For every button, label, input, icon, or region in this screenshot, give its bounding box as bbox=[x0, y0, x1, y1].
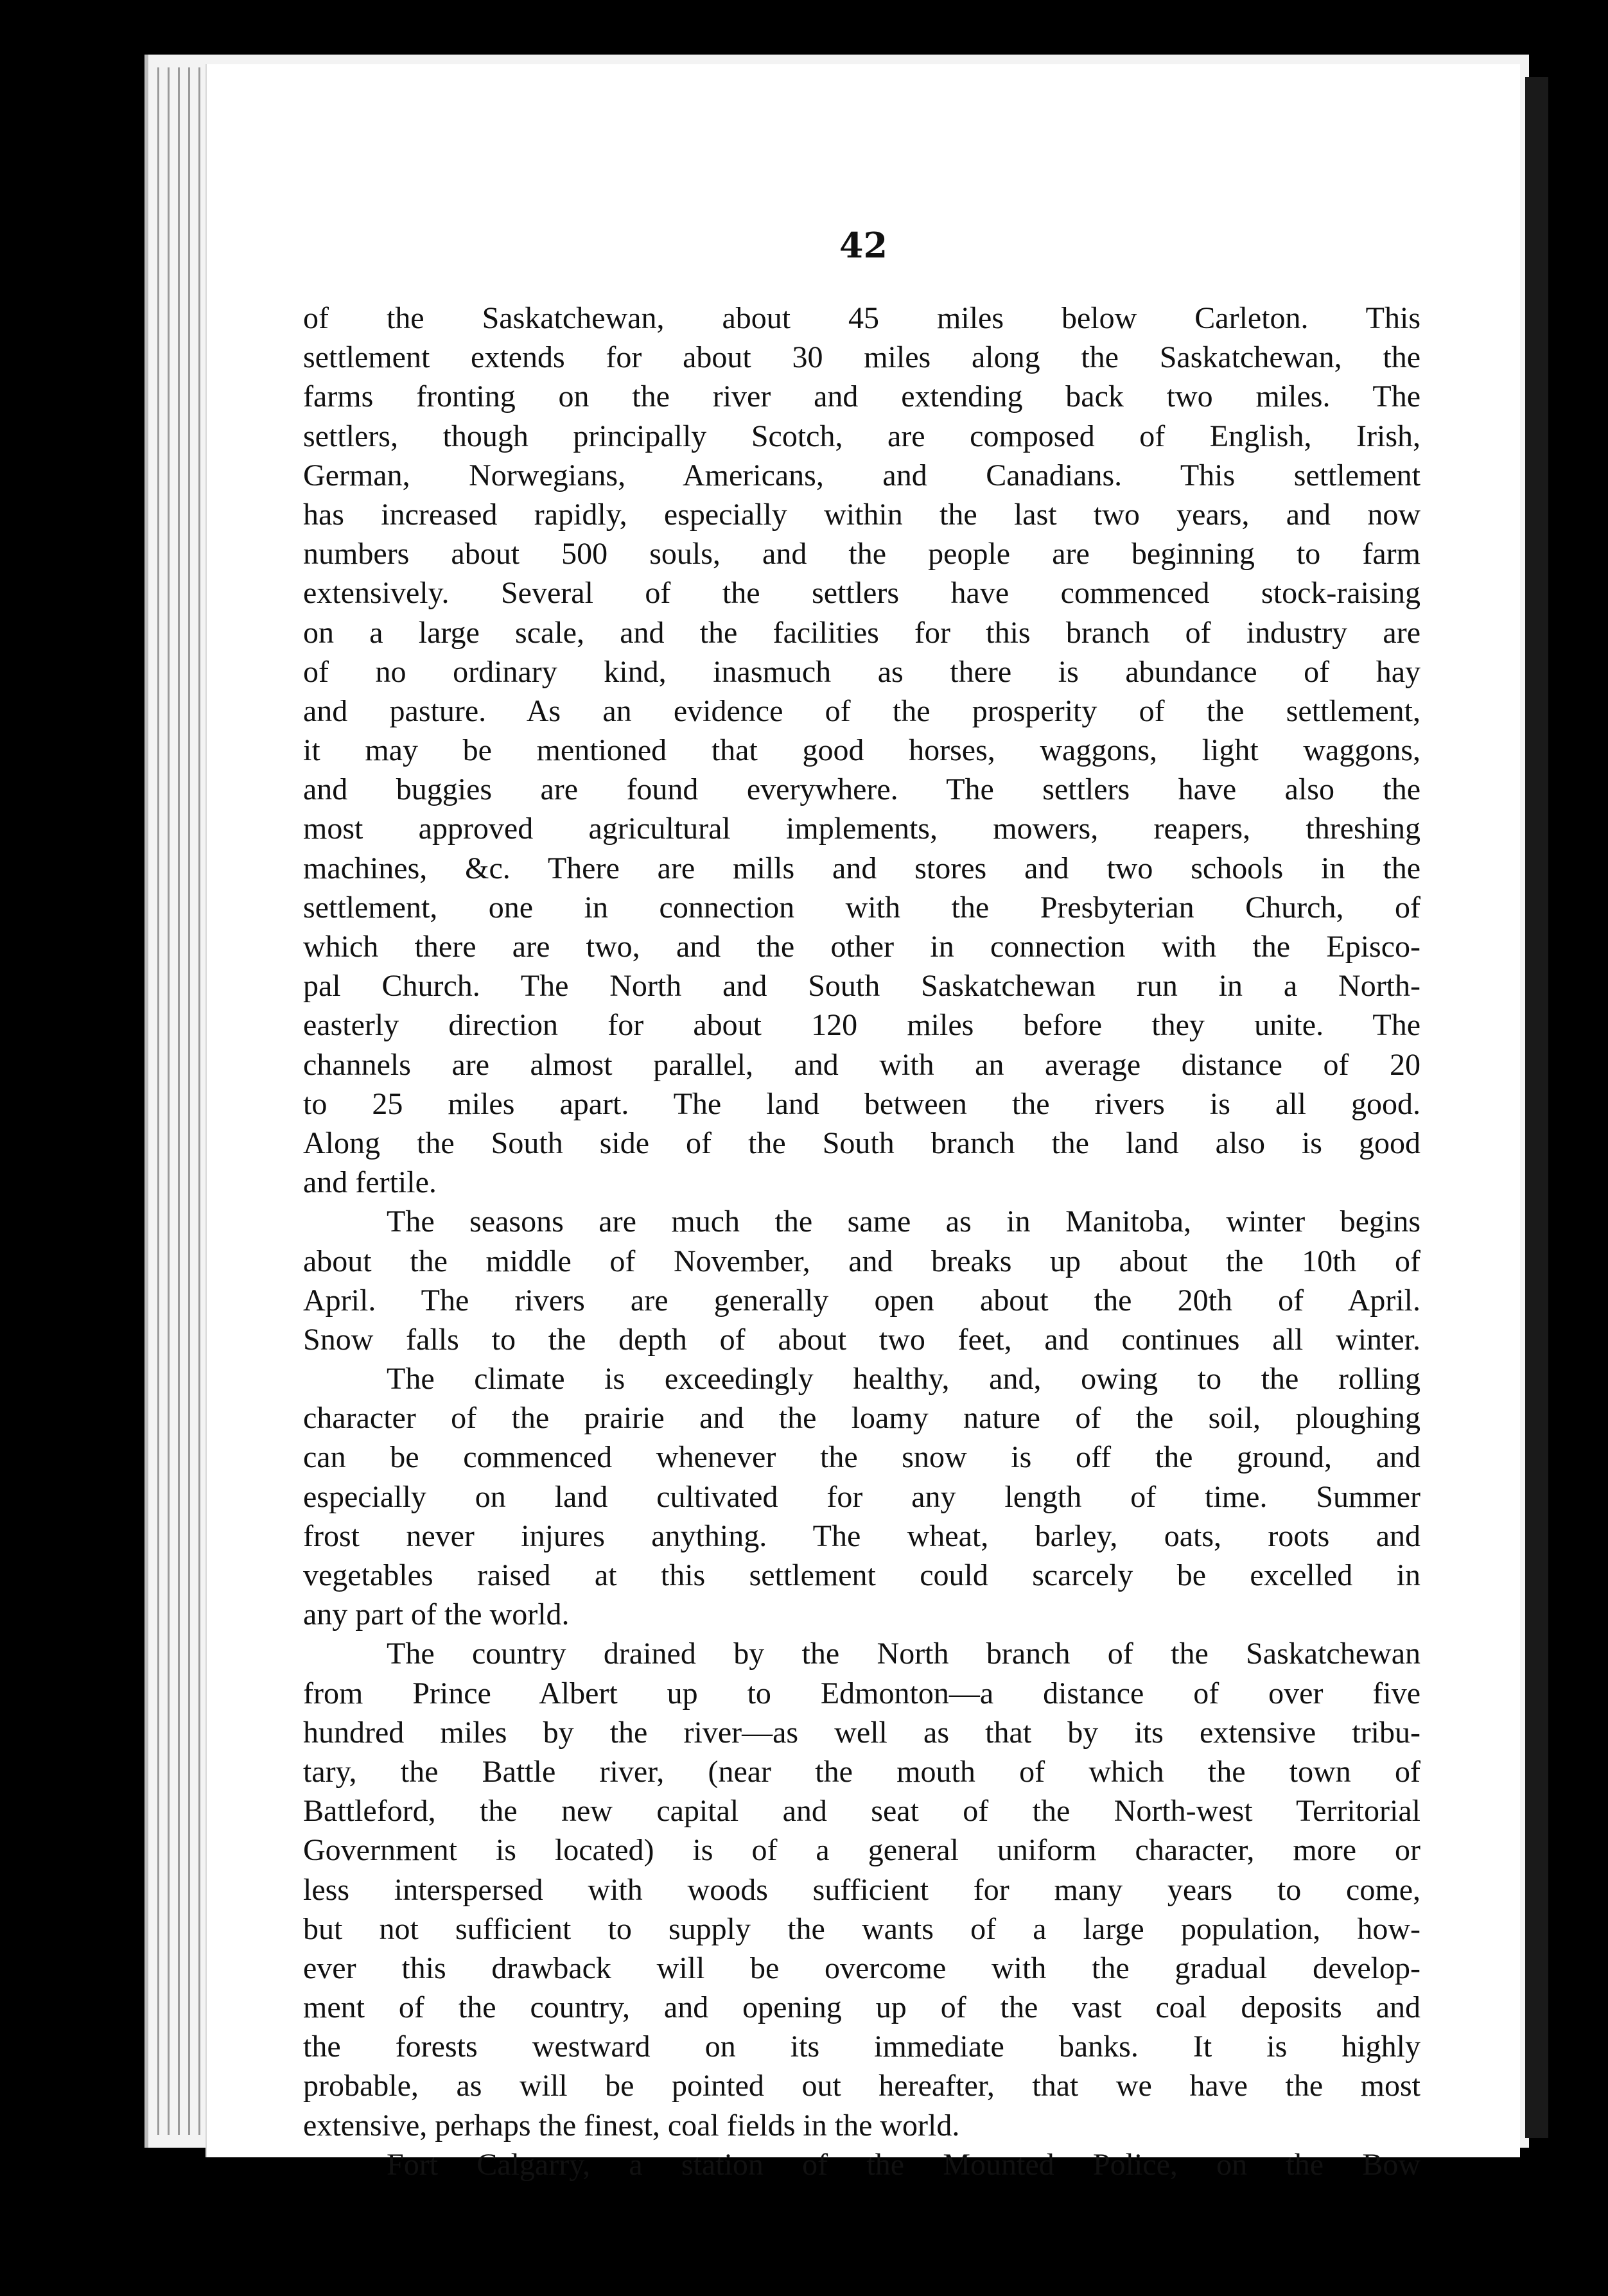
text-line: of no ordinary kind, inasmuch as there is abundance of hay bbox=[303, 654, 1420, 689]
text-line: about the middle of November, and breaks up about the 10th of bbox=[303, 1244, 1420, 1278]
text-line: has increased rapidly, especially within the last two years, and now bbox=[303, 497, 1420, 532]
text-line: vegetables raised at this settlement could scarcely be excelled in bbox=[303, 1558, 1420, 1592]
text-line: probable, as will be pointed out hereafter, that we have the most bbox=[303, 2069, 1420, 2103]
text-line: tary, the Battle river, (near the mouth of which the town of bbox=[303, 1754, 1420, 1789]
text-line: pal Church. The North and South Saskatchewan run in a North- bbox=[303, 969, 1420, 1004]
text-line: settlers, though principally Scotch, are composed of English, Irish, bbox=[303, 419, 1420, 453]
text-line: it may be mentioned that good horses, waggons, light waggons, bbox=[303, 733, 1420, 768]
page-number: 42 bbox=[839, 225, 888, 266]
text-line: any part of the world. bbox=[303, 1597, 570, 1632]
text-line: ment of the country, and opening up of the vast coal deposits and bbox=[303, 1990, 1420, 2025]
text-line: can be commenced whenever the snow is off the ground, and bbox=[303, 1440, 1420, 1475]
text-line: frost never injures anything. The wheat, barley, oats, roots and bbox=[303, 1518, 1420, 1553]
text-line: and pasture. As an evidence of the prosperity of the settlement, bbox=[303, 693, 1420, 728]
text-line: less interspersed with woods sufficient for many years to come, bbox=[303, 1872, 1420, 1907]
binding-shadow bbox=[1525, 77, 1548, 2138]
page-edge bbox=[188, 67, 190, 2135]
text-line: easterly direction for about 120 miles before they unite. The bbox=[303, 1008, 1420, 1043]
page-edge bbox=[198, 67, 200, 2135]
text-line: especially on land cultivated for any length of time. Summer bbox=[303, 1479, 1420, 1514]
text-line: farms fronting on the river and extending back two miles. The bbox=[303, 379, 1420, 414]
text-line: settlement extends for about 30 miles along the Saskatchewan, the bbox=[303, 340, 1420, 375]
text-line: German, Norwegians, Americans, and Canadians. This settlement bbox=[303, 458, 1420, 492]
text-line: and fertile. bbox=[303, 1165, 437, 1200]
text-line: to 25 miles apart. The land between the rivers is all good. bbox=[303, 1086, 1420, 1121]
page-edge bbox=[168, 67, 170, 2135]
text-line: The seasons are much the same as in Manitoba, winter begins bbox=[387, 1205, 1420, 1239]
text-line: April. The rivers are generally open about the 20th of April. bbox=[303, 1283, 1420, 1318]
text-line: but not sufficient to supply the wants of a large population, how- bbox=[303, 1911, 1420, 1946]
text-line: Along the South side of the South branch the land also is good bbox=[303, 1126, 1420, 1160]
text-line: from Prince Albert up to Edmonton—a distance of over five bbox=[303, 1676, 1420, 1710]
text-line: on a large scale, and the facilities for this branch of industry are bbox=[303, 615, 1420, 650]
text-line: Fort Calgarry, a station of the Mounted Police, on the Bow bbox=[387, 2147, 1420, 2182]
text-line: extensive, perhaps the finest, coal fields in the world. bbox=[303, 2108, 960, 2143]
text-line: character of the prairie and the loamy nature of the soil, ploughing bbox=[303, 1401, 1420, 1436]
text-line: most approved agricultural implements, mowers, reapers, threshing bbox=[303, 812, 1420, 846]
text-line: settlement, one in connection with the Presbyterian Church, of bbox=[303, 890, 1420, 925]
text-line: the forests westward on its immediate banks. It is highly bbox=[303, 2030, 1420, 2064]
text-line: The country drained by the North branch of the Saskatchewan bbox=[387, 1637, 1420, 1671]
text-line: channels are almost parallel, and with an average distance of 20 bbox=[303, 1047, 1420, 1082]
body-text bbox=[303, 299, 1420, 2184]
text-line: extensively. Several of the settlers have commenced stock-raising bbox=[303, 576, 1420, 611]
text-line: Snow falls to the depth of about two feet, and continues all winter. bbox=[303, 1322, 1420, 1357]
text-line: Government is located) is of a general uniform character, more or bbox=[303, 1833, 1420, 1868]
text-line: which there are two, and the other in connection with the Episco- bbox=[303, 930, 1420, 964]
text-line: ever this drawback will be overcome with the gradual develop- bbox=[303, 1951, 1420, 1985]
text-line: of the Saskatchewan, about 45 miles below Carleton. This bbox=[303, 301, 1420, 335]
text-line: The climate is exceedingly healthy, and, owing to the rolling bbox=[387, 1362, 1420, 1396]
text-line: machines, &c. There are mills and stores and two schools in the bbox=[303, 851, 1420, 885]
text-line: and buggies are found everywhere. The settlers have also the bbox=[303, 772, 1420, 807]
text-line: numbers about 500 souls, and the people are beginning to farm bbox=[303, 537, 1420, 571]
text-line: Battleford, the new capital and seat of the North-west Territorial bbox=[303, 1794, 1420, 1829]
book-page bbox=[205, 64, 1520, 2182]
page-edge bbox=[157, 67, 159, 2135]
page-edge bbox=[178, 67, 180, 2135]
text-line: hundred miles by the river—as well as that by its extensive tribu- bbox=[303, 1715, 1420, 1750]
